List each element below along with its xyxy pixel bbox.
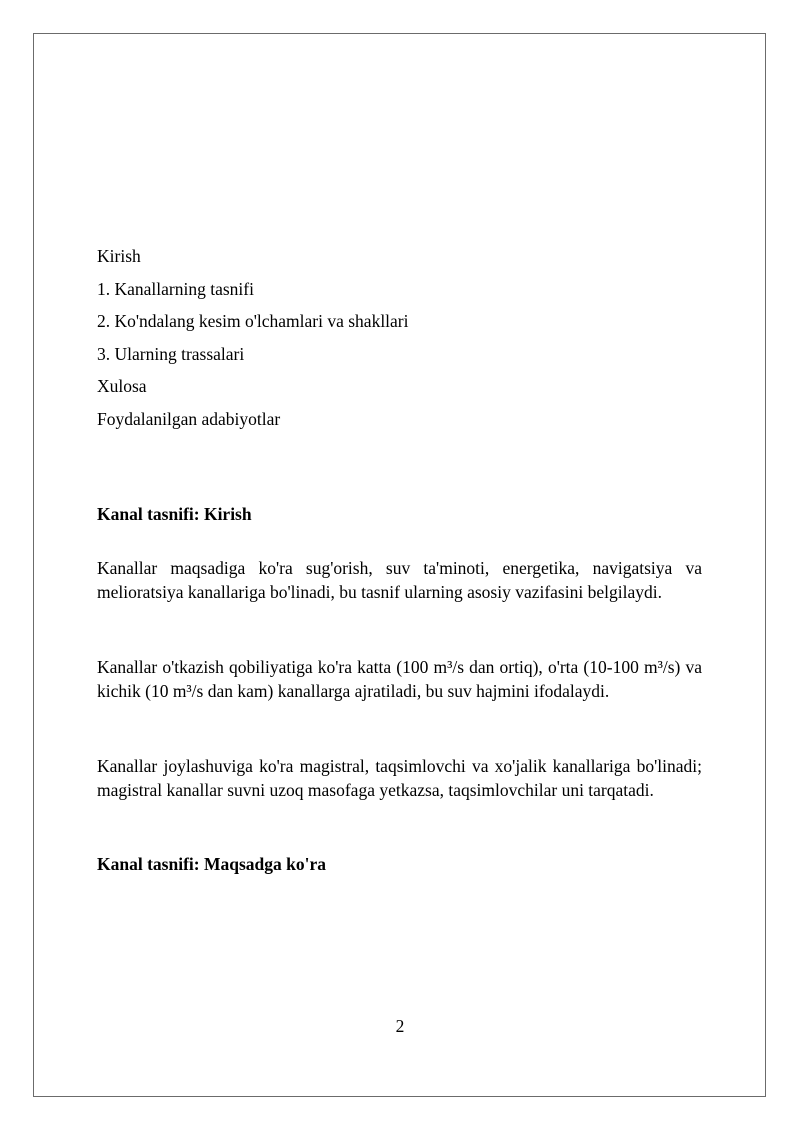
toc-item-routes: 3. Ularning trassalari [97,343,245,364]
body-paragraph: Kanallar o'tkazish qobiliyatiga ko'ra katta (100 m³/s dan ortiq), o'rta (10-100 m³/s) va kichik (10 m³/s dan kam) kanallarga ajratiladi, bu suv hajmini ifodalaydi. [97,656,702,702]
section-heading: Kanal tasnifi: Maqsadga ko'ra [97,853,326,874]
body-paragraph: Kanallar maqsadiga ko'ra sug'orish, suv ta'minoti, energetika, navigatsiya va melioratsiya kanallariga bo'linadi, bu tasnif ularning asosiy vazifasini belgilaydi. [97,557,702,603]
toc-item-conclusion: Xulosa [97,376,147,397]
toc-item-references: Foydalanilgan adabiyotlar [97,408,281,429]
toc-item-cross-section: 2. Ko'ndalang kesim o'lchamlari va shakllari [97,311,409,332]
table-of-contents [97,240,702,436]
document-body [97,240,702,876]
body-paragraph: Kanallar joylashuviga ko'ra magistral, taqsimlovchi va xo'jalik kanallariga bo'linadi; magistral kanallar suvni uzoq masofaga yetkazsa, taqsimlovchilar uni tarqatadi. [97,755,702,801]
page-number: 2 [395,1016,405,1036]
section-heading: Kanal tasnifi: Kirish [97,503,252,524]
toc-item-introduction: Kirish [97,246,141,266]
toc-item-classification: 1. Kanallarning tasnifi [97,278,254,299]
